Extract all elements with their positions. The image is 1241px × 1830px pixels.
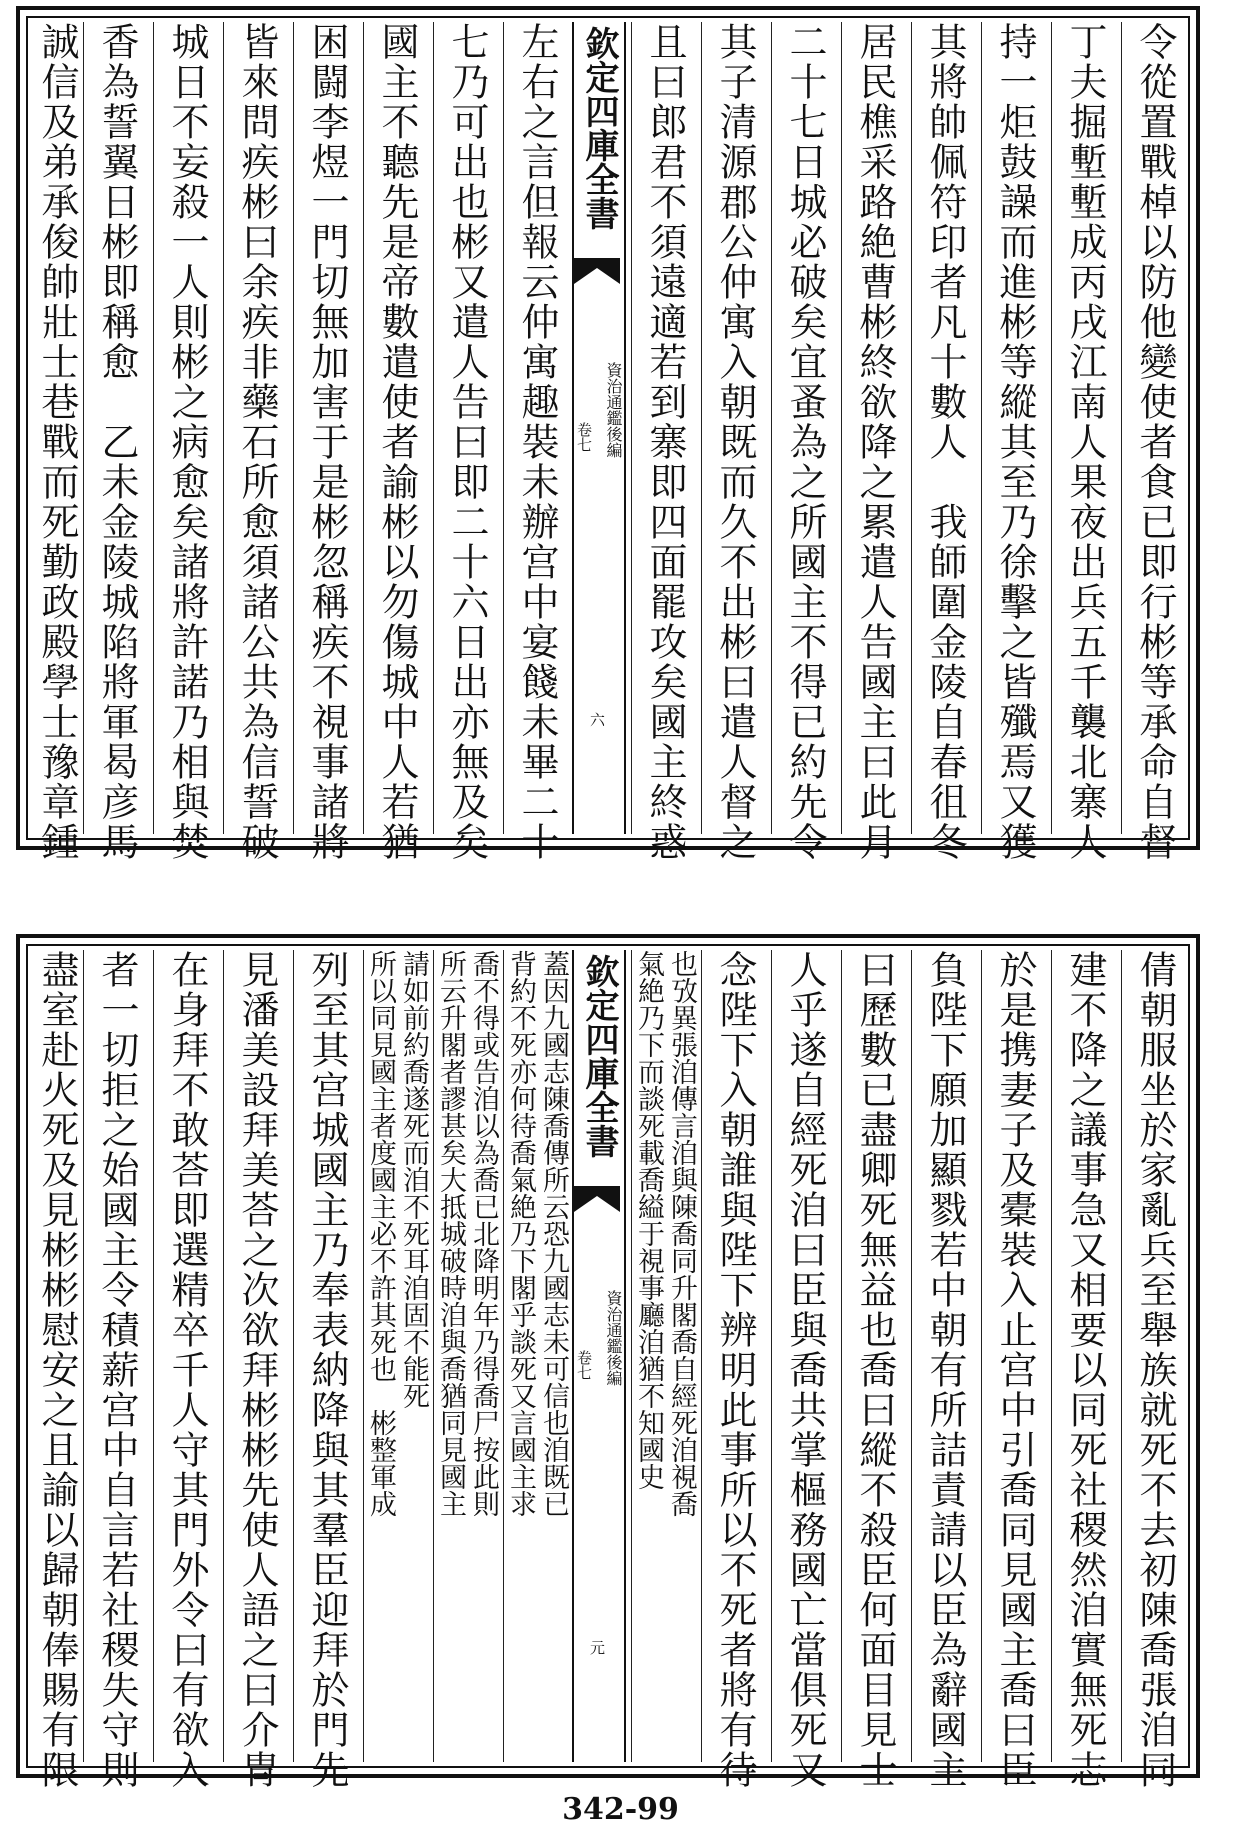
text-column: 城日不妄殺一人則彬之病愈矣諸將許諾乃相與焚	[153, 22, 220, 834]
annotation-line: 所云升閣者謬甚矣大抵城破時洎與喬猶同見國主	[435, 950, 466, 1517]
text-column: 居民樵采路絶曹彬終欲降之累遣人告國主曰此月	[841, 22, 908, 834]
text-column: 曰歷數已盡卿死無益也喬曰縱不殺臣何面目見士	[841, 950, 908, 1762]
page-number: 342-99	[562, 1792, 679, 1827]
text-column: 困闘李煜一門切無加害于是彬忽稱疾不視事諸將	[293, 22, 360, 834]
top-page-text-area	[28, 18, 1188, 862]
annotation-line: 氣絶乃下而談死載喬縊于視事廳洎猶不知國史	[633, 950, 664, 1490]
annotation-line: 所以同見國主者度國主必不許其死也 彬整軍成	[365, 950, 396, 1517]
text-column: 負陛下願加顯戮若中朝有所詰責請以臣為辭國主	[911, 950, 978, 1762]
work-title: 資治通鑑後編	[604, 1290, 623, 1386]
text-column: 建不降之議事急又相要以同死社稷然洎實無死志	[1051, 950, 1118, 1762]
text-column: 盡室赴火死及見彬彬慰安之且諭以歸朝俸賜有限	[27, 950, 86, 1762]
book-title: 欽定四庫全書	[579, 954, 619, 1158]
text-column: 令從置戰棹以防他變使者食已即行彬等承命自督	[1121, 22, 1188, 834]
text-column: 誠信及弟承俊帥壯士巷戰而死勤政殿學士豫章鍾	[27, 22, 86, 834]
text-column: 丁夫掘塹塹成丙戌江南人果夜出兵五千襲北寨人	[1051, 22, 1118, 834]
annotation-line: 喬不得或告洎以為喬已北降明年乃得喬尸按此則	[468, 950, 499, 1517]
text-column: 持一炬鼓譟而進彬等縱其至乃徐擊之皆殲焉又獲	[981, 22, 1048, 834]
text-column: 列至其宫城國主乃奉表納降與其羣臣迎拜於門先	[293, 950, 360, 1762]
text-column: 且曰郎君不須遠適若到寨即四面罷攻矣國主終惑	[631, 22, 698, 834]
text-column: 香為誓翼日彬即稱愈 乙未金陵城陷將軍曷彦馬	[83, 22, 150, 834]
text-column: 七乃可出也彬又遣人告曰即二十六日出亦無及矣	[433, 22, 500, 834]
book-title: 欽定四庫全書	[579, 26, 619, 230]
work-title: 資治通鑑後編	[604, 362, 623, 458]
text-column: 二十七日城必破矣宜蚤為之所國主不得已約先令	[771, 22, 838, 834]
annotation-column	[433, 950, 500, 1762]
bottom-page-text-area	[28, 946, 1188, 1790]
text-column: 倩朝服坐於家亂兵至舉族就死不去初陳喬張洎同	[1121, 950, 1188, 1762]
center-banner	[572, 950, 626, 1762]
fish-tail-mark-icon	[574, 1186, 620, 1212]
text-column: 國主不聽先是帝數遣使者諭彬以勿傷城中人若猶	[363, 22, 430, 834]
annotation-column	[503, 950, 570, 1762]
text-column: 其子清源郡公仲寓入朝既而久不出彬曰遣人督之	[701, 22, 768, 834]
annotation-line: 蓋因九國志陳喬傳所云恐九國志未可信也洎既已	[538, 950, 569, 1517]
text-column: 念陛下入朝誰與陛下辨明此事所以不死者將有待	[701, 950, 768, 1762]
fish-tail-mark-icon	[574, 258, 620, 284]
text-column: 人乎遂自經死洎曰臣與喬共掌樞務國亡當俱死又	[771, 950, 838, 1762]
volume-label: 卷七	[575, 422, 593, 452]
text-column: 者一切拒之始國主令積薪宫中自言若社稷失守則	[83, 950, 150, 1762]
bottom-page	[16, 934, 1200, 1790]
text-column: 見潘美設拜美荅之次欲拜彬彬先使人語之曰介冑	[223, 950, 290, 1762]
text-column: 在身拜不敢荅即選精卒千人守其門外令曰有欲入	[153, 950, 220, 1762]
volume-label: 卷七	[575, 1350, 593, 1380]
leaf-number: 六	[588, 712, 606, 727]
text-column: 皆來問疾彬曰余疾非藥石所愈須諸公共為信誓破	[223, 22, 290, 834]
annotation-line: 也攷異張洎傳言洎與陳喬同升閣喬自經死洎視喬	[666, 950, 697, 1517]
top-page	[16, 6, 1200, 862]
text-column: 於是携妻子及橐裝入止宫中引喬同見國主喬曰臣	[981, 950, 1048, 1762]
annotation-line: 背約不死亦何待喬氣絶乃下閣乎談死又言國主求	[505, 950, 536, 1517]
text-column: 左右之言但報云仲寓趣裝未辦宫中宴餞未畢二十	[503, 22, 570, 834]
center-banner	[572, 22, 626, 834]
annotation-column	[631, 950, 698, 1762]
text-column: 其將帥佩符印者凡十數人 我師圍金陵自春徂冬	[911, 22, 978, 834]
leaf-number: 元	[588, 1640, 606, 1655]
annotation-line: 請如前約喬遂死而洎不死耳洎固不能死	[398, 950, 429, 1409]
annotation-column	[363, 950, 430, 1762]
